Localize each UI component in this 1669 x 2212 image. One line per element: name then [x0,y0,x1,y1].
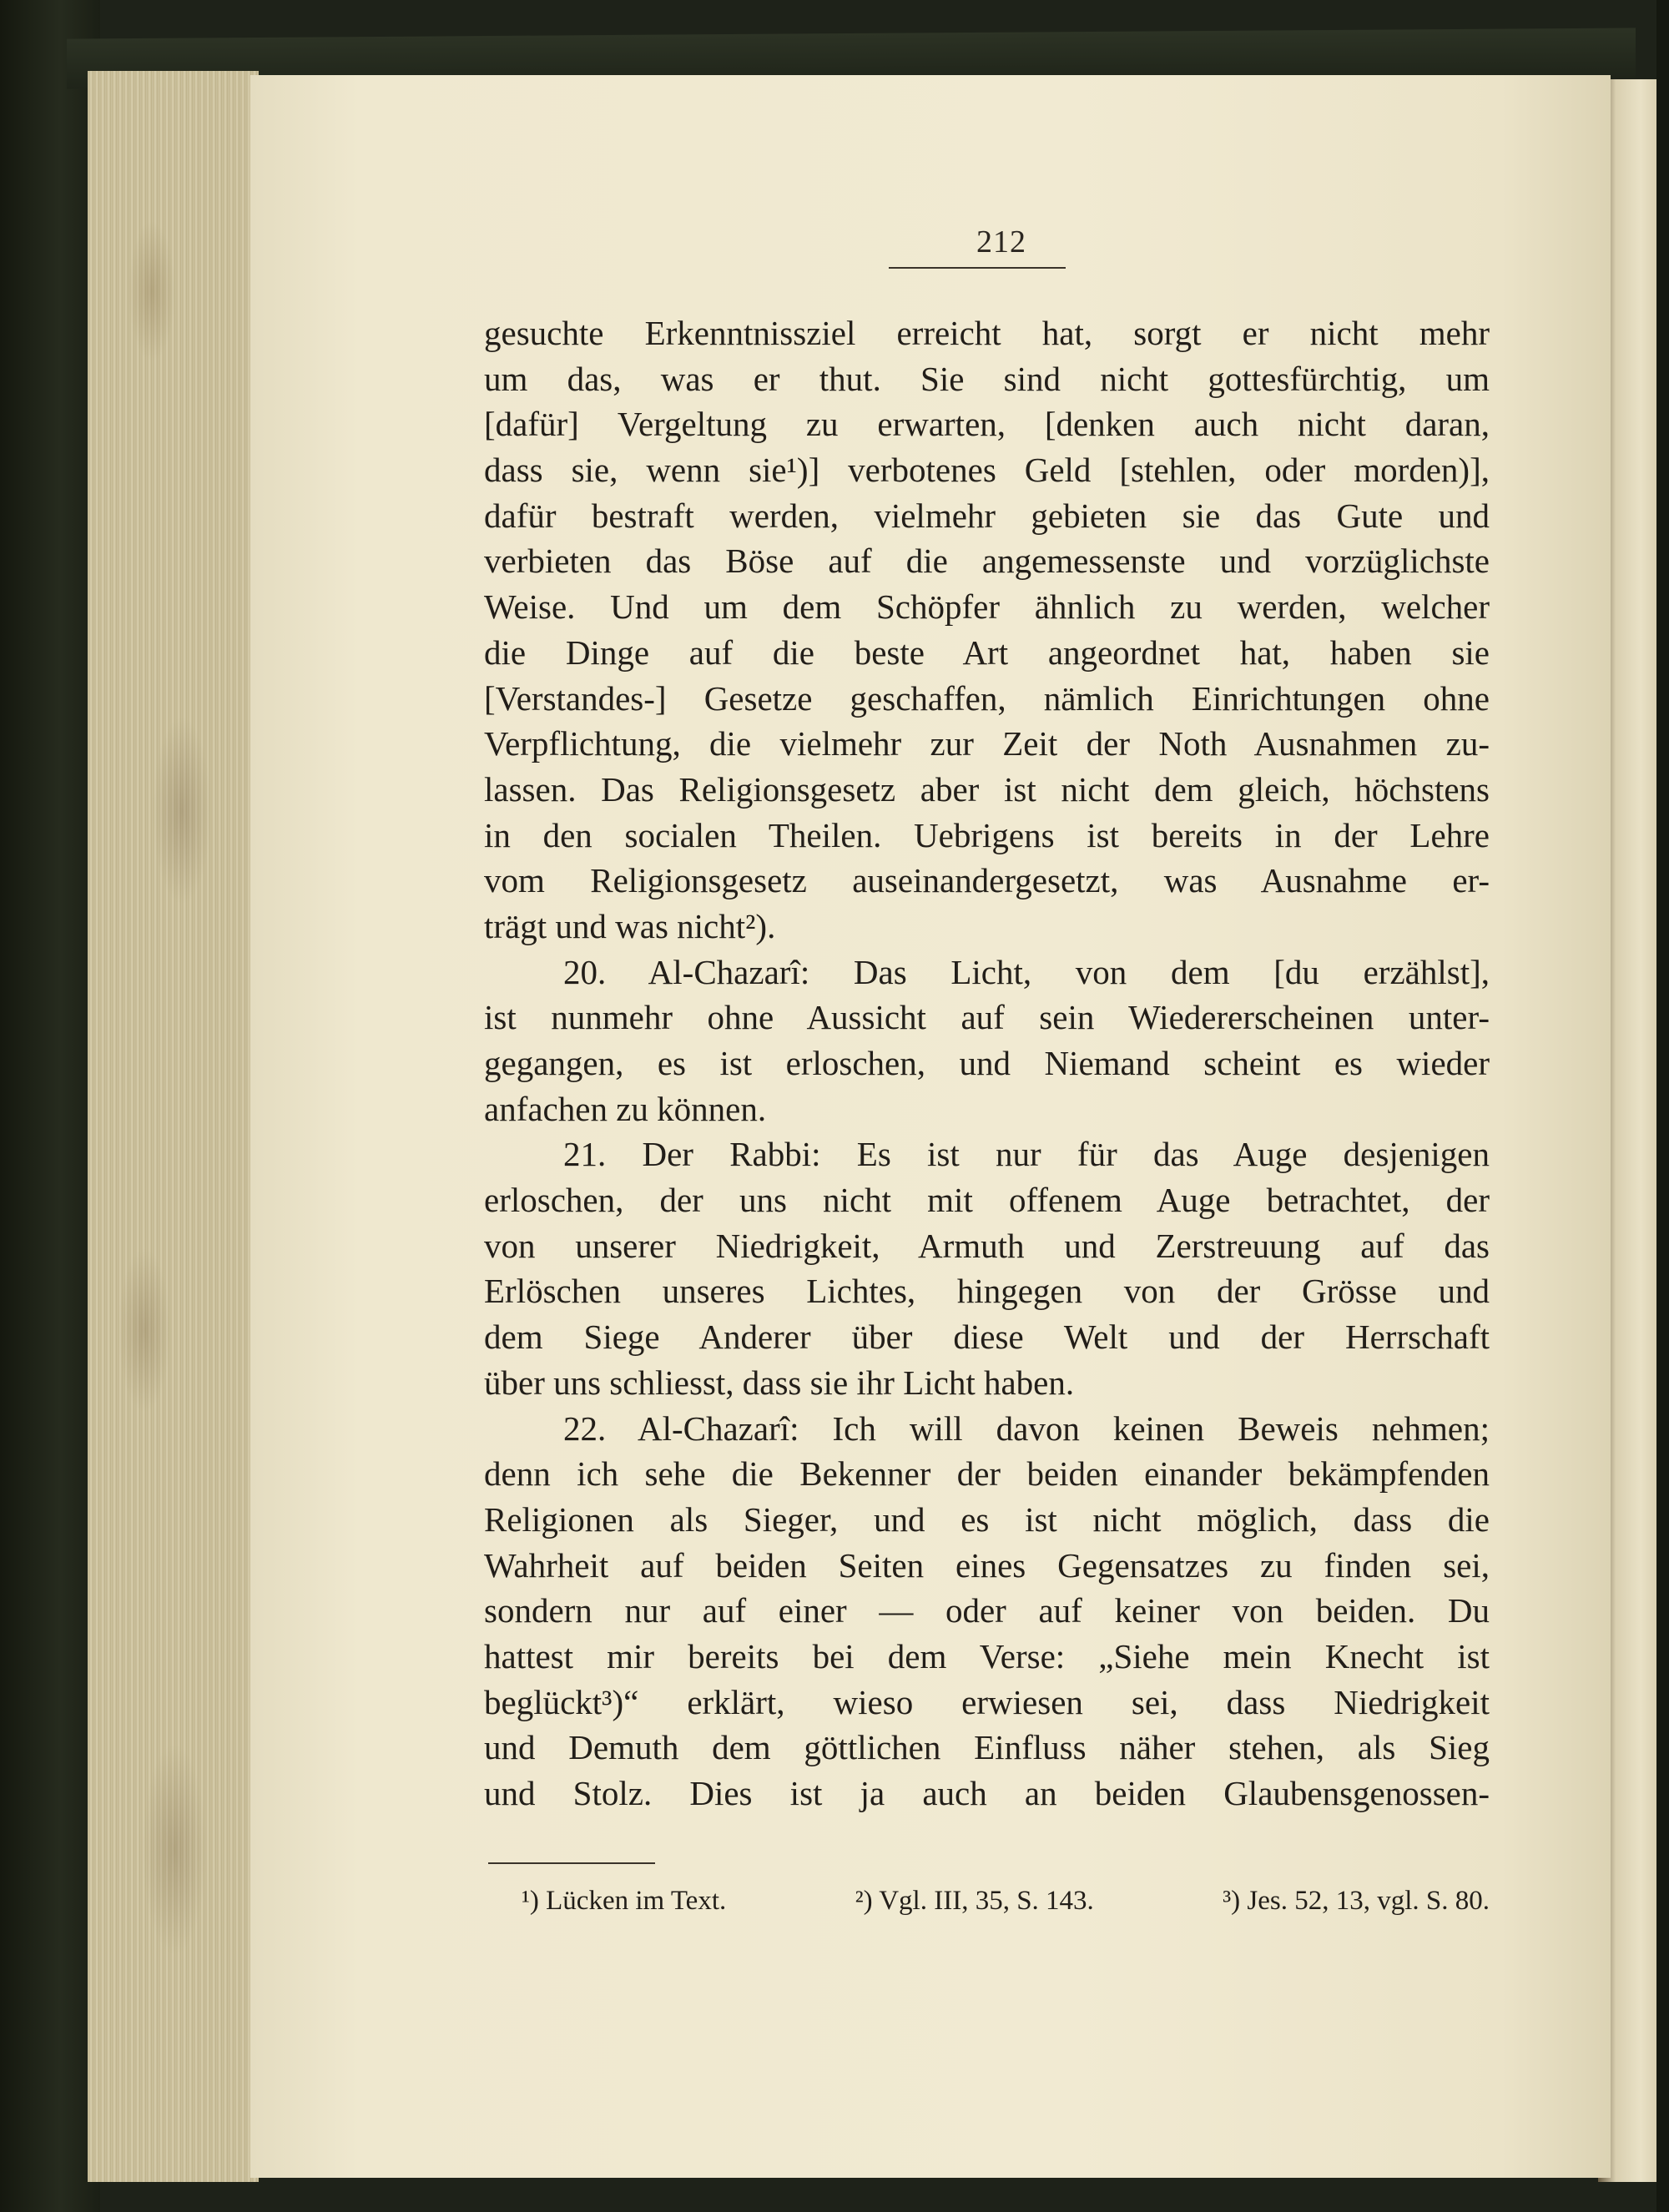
text-line: erloschen, der uns nicht mit offenem Auge betrachtet, der [484,1181,1490,1220]
text-line: um das, was er thut. Sie sind nicht gottesfürchtig, um [484,359,1490,398]
text-line: die Dinge auf die beste Art angeordnet hat, haben sie [484,632,1490,672]
text-line: und Demuth dem göttlichen Einfluss näher stehen, als Sieg [484,1728,1490,1767]
footnote-rule [488,1862,655,1864]
body-text [484,310,1490,1816]
text-line: gegangen, es ist erloschen, und Niemand scheint es wieder [484,1044,1490,1082]
text-line: denn ich sehe die Bekenner der beiden einander bekämpfenden [484,1454,1490,1494]
text-line: von unserer Niedrigkeit, Armuth und Zerstreuung auf das [484,1226,1490,1265]
text-line: über uns schliesst, dass sie ihr Licht haben. [484,1363,1075,1402]
text-line: Weise. Und um dem Schöpfer ähnlich zu werden, welcher [484,587,1490,627]
book-cover-cloth [0,0,100,2212]
header-rule [889,267,1066,269]
text-line: Wahrheit auf beiden Seiten eines Gegensatzes zu finden sei, [484,1545,1490,1585]
page-number: 212 [976,224,1026,259]
text-line: sondern nur auf einer — oder auf keiner von beiden. Du [484,1591,1490,1630]
text-line: lassen. Das Religionsgesetz aber ist nicht dem gleich, höchstens [484,769,1490,809]
text-line: in den socialen Theilen. Uebrigens ist bereits in der Lehre [484,815,1490,854]
text-line: anfachen zu können. [484,1089,767,1128]
text-line: und Stolz. Dies ist ja auch an beiden Glaubensgenossen- [484,1774,1490,1812]
text-line: dem Siege Anderer über diese Welt und der Herrschaft [484,1318,1490,1357]
text-line: trägt und was nicht²). [484,906,776,945]
text-line: ist nunmehr ohne Aussicht auf sein Wiedererscheinen unter- [484,998,1490,1037]
text-line: [Verstandes-] Gesetze geschaffen, nämlich Einrichtungen ohne [484,678,1490,718]
text-line: vom Religionsgesetz auseinandergesetzt, was Ausnahme er- [484,861,1490,900]
text-line: beglückt³)“ erklärt, wieso erwiesen sei, dass Niedrigkeit [484,1682,1490,1721]
text-line: Verpflichtung, die vielmehr zur Zeit der Noth Ausnahmen zu- [484,724,1490,763]
footnote-1: ¹) Lücken im Text. [522,1886,727,1916]
text-line: Religionen als Sieger, und es ist nicht möglich, dass die [484,1499,1490,1539]
text-line: [dafür] Vergeltung zu erwarten, [denken auch nicht daran, [484,405,1490,444]
text-line: dass sie, wenn sie¹)] verbotenes Geld [stehlen, oder morden)], [484,451,1490,490]
text-line: hattest mir bereits bei dem Verse: „Siehe mein Knecht ist [484,1636,1490,1675]
marbled-edge-pattern [92,83,242,2161]
right-background [1656,0,1669,2212]
paragraph-21-start: 21. Der Rabbi: Es ist nur für das Auge desjenigen [563,1135,1490,1174]
text-line: gesuchte Erkenntnissziel erreicht hat, sorgt er nicht mehr [484,314,1490,352]
text-line: verbieten das Böse auf die angemessenste und vorzüglichste [484,542,1490,581]
paragraph-20-start: 20. Al-Chazarî: Das Licht, von dem [du erzählst], [563,952,1490,991]
footnotes [522,1886,1490,1917]
footnote-3: ³) Jes. 52, 13, vgl. S. 80. [1223,1886,1490,1916]
text-line: dafür bestraft werden, vielmehr gebieten sie das Gute und [484,496,1490,535]
paragraph-22-start: 22. Al-Chazarî: Ich will davon keinen Beweis nehmen; [563,1408,1490,1448]
footnote-2: ²) Vgl. III, 35, S. 143. [855,1886,1094,1916]
text-line: Erlöschen unseres Lichtes, hingegen von der Grösse und [484,1272,1490,1311]
